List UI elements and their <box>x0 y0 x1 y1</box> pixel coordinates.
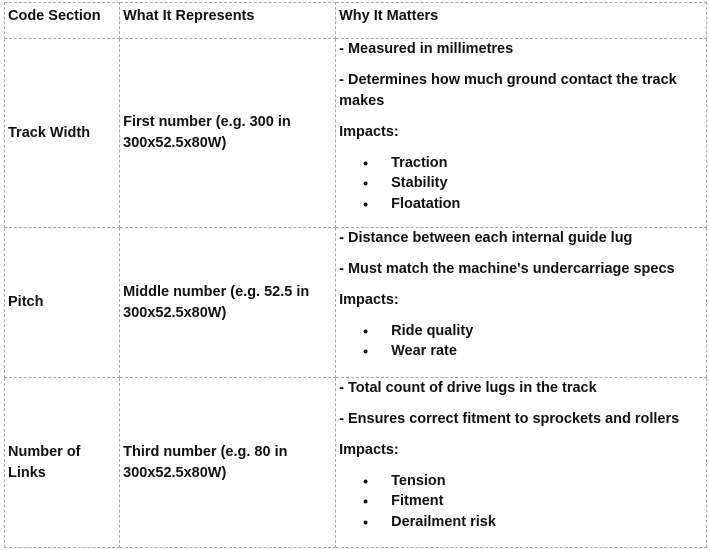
header-why-it-matters: Why It Matters <box>336 3 707 39</box>
impact-text: Wear rate <box>391 343 457 360</box>
impacts-list <box>339 321 706 362</box>
impact-text: Floatation <box>391 195 461 212</box>
bullet-icon: • <box>363 472 369 489</box>
impact-text: Ride quality <box>391 322 474 339</box>
impact-item <box>363 194 706 215</box>
bullet-icon: • <box>363 493 369 510</box>
table-row <box>5 39 707 228</box>
why-line: - Ensures correct fitment to sprockets and rollers <box>339 411 680 427</box>
code-section-cell: Number of Links <box>5 378 120 548</box>
represents-cell: Third number (e.g. 80 in 300x52.5x80W) <box>120 378 336 548</box>
table-row <box>5 378 707 548</box>
bullet-icon: • <box>363 322 369 339</box>
impacts-list <box>339 153 706 215</box>
bullet-icon: • <box>363 154 369 171</box>
represents-cell: First number (e.g. 300 in 300x52.5x80W) <box>120 39 336 228</box>
header-row <box>5 3 707 39</box>
table-row <box>5 228 707 378</box>
why-line: - Must match the machine's undercarriage specs <box>339 261 675 277</box>
impacts-label: Impacts: <box>339 292 399 308</box>
impacts-label: Impacts: <box>339 442 399 458</box>
why-line: - Distance between each internal guide lug <box>339 230 633 246</box>
impacts-label: Impacts: <box>339 124 399 140</box>
impact-text: Stability <box>391 175 448 192</box>
impacts-list <box>339 471 706 533</box>
impact-text: Fitment <box>391 493 444 510</box>
impact-item <box>363 471 706 492</box>
header-code-section: Code Section <box>5 3 120 39</box>
bullet-icon: • <box>363 343 369 360</box>
why-it-matters-cell <box>336 39 707 228</box>
track-code-table <box>4 2 707 548</box>
why-line: - Determines how much ground contact the track makes <box>339 72 677 109</box>
bullet-icon: • <box>363 513 369 530</box>
impact-text: Traction <box>391 154 448 171</box>
impact-text: Derailment risk <box>391 513 496 530</box>
code-section-cell: Track Width <box>5 39 120 228</box>
impact-item <box>363 492 706 513</box>
impact-item <box>363 342 706 363</box>
code-section-cell: Pitch <box>5 228 120 378</box>
bullet-icon: • <box>363 175 369 192</box>
why-line: - Total count of drive lugs in the track <box>339 380 597 396</box>
bullet-icon: • <box>363 195 369 212</box>
why-it-matters-cell <box>336 378 707 548</box>
impact-item <box>363 174 706 195</box>
impact-item <box>363 512 706 533</box>
why-line: - Measured in millimetres <box>339 41 514 57</box>
header-what-it-represents: What It Represents <box>120 3 336 39</box>
represents-cell: Middle number (e.g. 52.5 in 300x52.5x80W) <box>120 228 336 378</box>
why-it-matters-cell <box>336 228 707 378</box>
impact-text: Tension <box>391 472 446 489</box>
impact-item <box>363 321 706 342</box>
impact-item <box>363 153 706 174</box>
